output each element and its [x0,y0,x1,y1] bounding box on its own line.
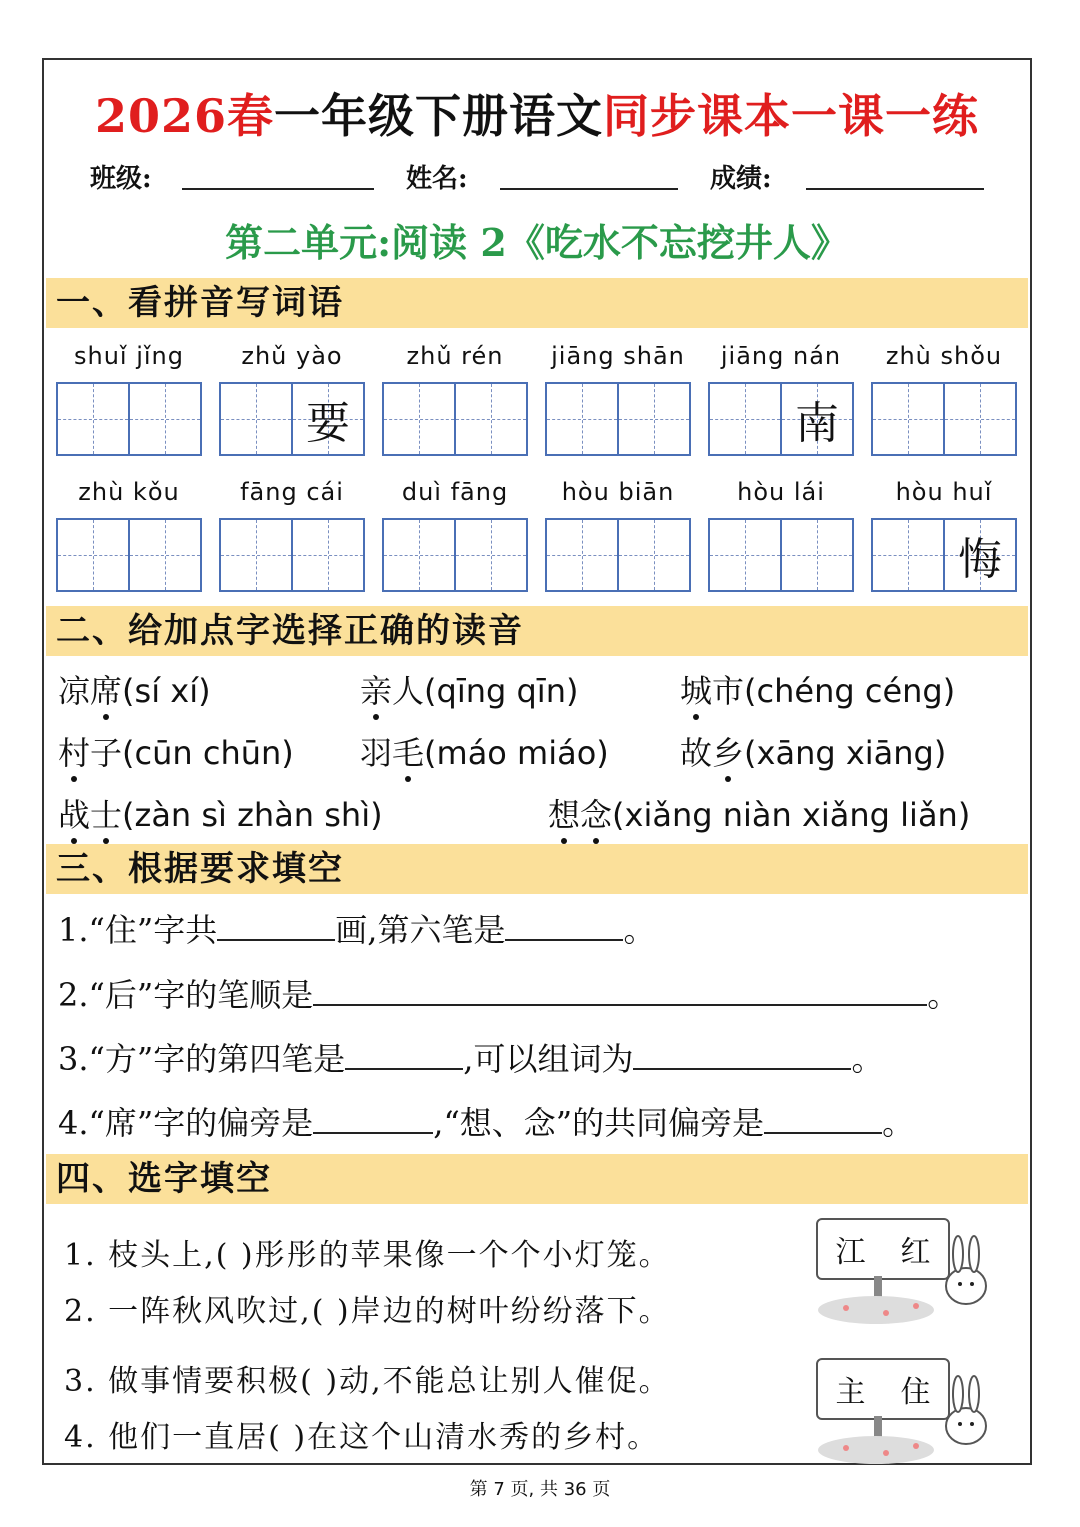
answer-blank[interactable] [217,911,335,941]
pinyin-label: duì fāng [401,478,509,506]
writing-box[interactable] [782,384,852,454]
pronunciation-item[interactable] [548,790,970,836]
given-character [619,520,689,590]
pinyin-label: jiāng shān [551,342,685,370]
pronunciation-item[interactable] [58,666,211,712]
word-sign-2 [816,1358,996,1468]
given-character [384,520,454,590]
writing-box[interactable] [945,384,1015,454]
writing-grid [871,518,1017,592]
pinyin-row-2 [54,478,1020,598]
word-character: 市 [712,672,745,710]
writing-box[interactable] [547,520,619,590]
given-character: 要 [306,398,350,449]
given-character [710,384,780,454]
student-info [90,158,984,198]
dotted-character: 战 [58,790,90,836]
reading-options: (cūn chūn) [122,734,294,772]
pinyin-label: shuǐ jǐng [73,342,184,370]
answer-blank[interactable] [633,1040,851,1070]
answer-blank[interactable] [345,1040,463,1070]
given-character [221,384,291,454]
class-label: 班级: [90,164,152,194]
writing-grid [871,382,1017,456]
reading-options: (qīng qīn) [424,672,579,710]
section4-title: 四、选字填空 [46,1154,1028,1204]
reading-options: (xiǎng niàn xiǎng liǎn) [612,796,971,834]
word-character: 人 [392,672,425,710]
score-label: 成绩: [710,164,772,194]
writing-box[interactable] [384,520,456,590]
select-sentence-2[interactable]: 2. 一阵秋风吹过,( )岸边的树叶纷纷落下。 [64,1294,671,1329]
score-field[interactable] [806,188,984,190]
pronunciation-item[interactable] [680,666,955,712]
writing-grid [545,518,691,592]
writing-box[interactable] [945,520,1015,590]
fill-question-3: 3.“方”字的第四笔是 ,可以组词为 。 [58,1040,884,1078]
writing-box[interactable] [873,384,945,454]
reading-options: (sí xí) [122,672,211,710]
answer-blank[interactable] [505,911,623,941]
worksheet [42,58,1032,1465]
pinyin-label: zhǔ rén [406,342,504,370]
given-character [384,384,454,454]
reading-options: (zàn sì zhàn shì) [122,796,383,834]
word-character: 席 [90,666,122,712]
given-character [547,384,617,454]
pinyin-label: fāng cái [240,478,344,506]
dotted-character: 城 [680,666,712,712]
dotted-character: 想 [548,790,580,836]
section3-title: 三、根据要求填空 [46,844,1028,894]
word-character: 士 [90,790,122,836]
writing-grid [219,518,365,592]
given-character [782,520,852,590]
writing-grid [56,518,202,592]
given-character [456,384,526,454]
rabbit-icon [816,1358,996,1468]
writing-box[interactable] [221,520,293,590]
pronunciation-item[interactable] [680,728,946,774]
writing-box[interactable] [873,520,945,590]
name-field[interactable] [500,188,678,190]
given-character [945,384,1015,454]
page-footer: 第 7 页, 共 36 页 [469,1479,611,1500]
sign-board: 江 红 [816,1218,950,1280]
answer-blank[interactable] [313,976,927,1006]
answer-blank[interactable] [313,1104,433,1134]
writing-box[interactable] [547,384,619,454]
pinyin-row-1 [54,342,1020,462]
writing-grid [708,382,854,456]
writing-box[interactable] [130,384,200,454]
given-character [873,384,943,454]
sign-board: 主 住 [816,1358,950,1420]
word-character: 念 [580,790,612,836]
writing-box[interactable] [293,384,363,454]
dotted-character: 羽 [360,734,393,772]
writing-box[interactable] [619,520,689,590]
fill-question-4: 4.“席”字的偏旁是 ,“想、念”的共同偏旁是 。 [58,1104,915,1142]
name-label: 姓名: [406,164,468,194]
section1-title: 一、看拼音写词语 [46,278,1028,328]
pinyin-label: hòu huǐ [895,478,993,506]
writing-grid [708,518,854,592]
writing-box[interactable] [384,384,456,454]
writing-box[interactable] [221,384,293,454]
pinyin-label: hòu lái [737,478,825,506]
rabbit-icon [816,1218,996,1328]
given-character [130,384,200,454]
reading-options: (máo miáo) [424,734,609,772]
given-character [547,520,617,590]
pronunciation-item[interactable] [58,790,383,836]
given-character [619,384,689,454]
given-character [58,520,128,590]
title-grade: 一年级下册语文 [274,89,604,143]
pronunciation-item[interactable] [360,666,578,712]
page-title [44,80,1030,146]
pinyin-label: zhù shǒu [885,342,1003,370]
title-series: 同步课本一课一练 [603,89,980,143]
section2-title: 二、给加点字选择正确的读音 [46,606,1028,656]
writing-grid [219,382,365,456]
given-character [221,520,291,590]
word-character: 毛 [392,728,424,774]
writing-box[interactable] [782,520,852,590]
select-sentence-4[interactable]: 4. 他们一直居( )在这个山清水秀的乡村。 [64,1420,660,1455]
unit-title: 第二单元:阅读 2《吃水不忘挖井人》 [225,220,849,265]
writing-box[interactable] [456,520,526,590]
dotted-character: 亲 [360,666,392,712]
title-year: 2026春 [94,89,275,143]
writing-grid [382,382,528,456]
writing-grid [545,382,691,456]
given-character: 悔 [958,534,1002,585]
fill-question-1: 1.“住”字共 画,第六笔是 。 [58,911,656,949]
writing-box[interactable] [58,520,130,590]
dotted-character: 凉 [58,672,91,710]
given-character: 南 [795,398,839,449]
writing-box[interactable] [130,520,200,590]
pinyin-label: zhù kǒu [78,478,180,506]
writing-box[interactable] [456,384,526,454]
word-character: 子 [90,734,123,772]
writing-box[interactable] [710,520,782,590]
pinyin-label: hòu biān [561,478,675,506]
given-character [130,520,200,590]
word-sign-1 [816,1218,996,1328]
class-field[interactable] [182,188,374,190]
writing-box[interactable] [619,384,689,454]
given-character [58,384,128,454]
answer-blank[interactable] [764,1104,882,1134]
reading-options: (chéng céng) [744,672,956,710]
word-character: 乡 [712,728,744,774]
writing-box[interactable] [293,520,363,590]
fill-question-2: 2.“后”字的笔顺是 。 [58,976,960,1014]
pronunciation-item[interactable] [58,728,294,774]
given-character [873,520,943,590]
writing-grid [382,518,528,592]
given-character [293,520,363,590]
pinyin-label: jiāng nán [720,342,842,370]
writing-grid [56,382,202,456]
reading-options: (xāng xiāng) [744,734,947,772]
dotted-character: 故 [680,734,713,772]
given-character [710,520,780,590]
writing-box[interactable] [710,384,782,454]
given-character [456,520,526,590]
pinyin-label: zhǔ yào [241,342,343,370]
writing-box[interactable] [58,384,130,454]
pronunciation-item[interactable] [360,728,609,774]
dotted-character: 村 [58,728,90,774]
select-sentence-1[interactable]: 1. 枝头上,( )彤彤的苹果像一个个小灯笼。 [64,1238,671,1273]
select-sentence-3[interactable]: 3. 做事情要积极( )动,不能总让别人催促。 [64,1364,671,1399]
